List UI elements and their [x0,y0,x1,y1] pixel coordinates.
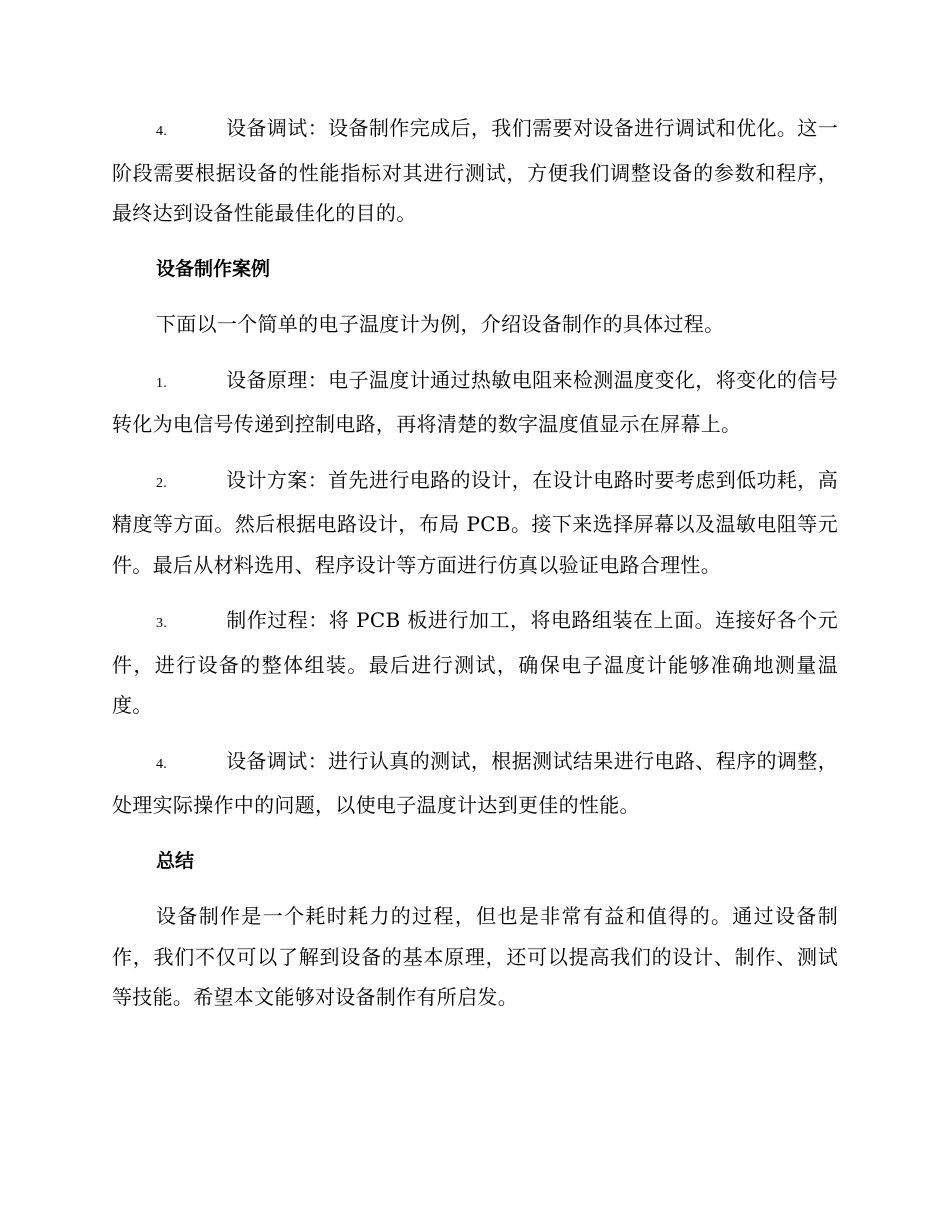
list-item [112,741,838,826]
list-item-number: 1. [156,375,168,391]
section-heading-summary: 总结 [156,849,195,872]
case-intro-paragraph: 下面以一个简单的电子温度计为例，介绍设备制作的具体过程。 [156,312,725,336]
list-item [112,600,838,726]
document-page [112,108,838,1033]
list-item-text: 设计方案：首先进行电路的设计，在设计电路时要考虑到低功耗，高精度等方面。然后根据电路设计，布局 PCB。接下来选择屏幕以及温敏电阻等元件。最后从材料选用、程序设计等方面进行仿真以验证电路合理性。 [112,467,838,577]
list-item-text: 设备调试：设备制作完成后，我们需要对设备进行调试和优化。这一阶段需要根据设备的性能指标对其进行测试，方便我们调整设备的参数和程序，最终达到设备性能最佳化的目的。 [112,116,838,225]
list-item-number: 4. [156,756,168,772]
list-item-number: 4. [156,124,168,139]
list-item-number: 2. [156,475,168,491]
list-item [112,460,838,586]
summary-paragraph: 设备制作是一个耗时耗力的过程，但也是非常有益和值得的。通过设备制作，我们不仅可以了解到设备的基本原理，还可以提高我们的设计、制作、测试等技能。希望本文能够对设备制作有所启发。 [112,904,838,1009]
list-item-text: 设备原理：电子温度计通过热敏电阻来检测温度变化，将变化的信号转化为电信号传递到控制电路，再将清楚的数字温度值显示在屏幕上。 [112,367,838,436]
section-heading-case: 设备制作案例 [156,257,271,280]
list-item-text: 设备调试：进行认真的测试，根据测试结果进行电路、程序的调整，处理实际操作中的问题，以使电子温度计达到更佳的性能。 [112,748,838,817]
list-item [112,360,838,445]
list-item [112,108,838,234]
list-item-text: 制作过程：将 PCB 板进行加工，将电路组装在上面。连接好各个元件，进行设备的整体组装。最后进行测试，确保电子温度计能够准确地测量温度。 [112,608,838,717]
list-item-number: 3. [156,616,168,631]
